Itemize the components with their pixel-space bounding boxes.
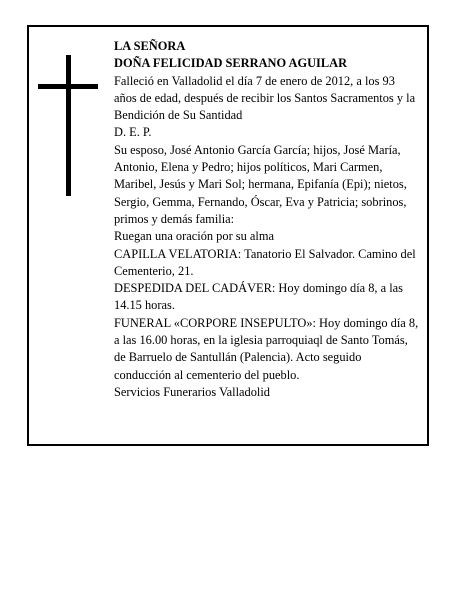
obituary-text <box>114 38 420 401</box>
family-list: Su esposo, José Antonio García García; hijos, José María, Antonio, Elena y Pedro; hijos políticos, Mari Carmen, Maribel, Jesús y Mari Sol; hermana, Epifanía (Epi); nietos, Sergio, Gemma, Fernando, Óscar, Eva y Patricia; sobrinos, primos y demás familia: <box>114 142 407 226</box>
dep-abbreviation: D. E. P. <box>114 125 152 140</box>
deceased-name: DOÑA FELICIDAD SERRANO AGUILAR <box>114 56 348 71</box>
prayer-request: Ruegan una oración por su alma <box>114 229 274 244</box>
cross-vertical-bar <box>66 55 71 196</box>
cross-icon <box>38 55 98 196</box>
funeral-services-provider: Servicios Funerarios Valladolid <box>114 384 271 399</box>
death-announcement: Falleció en Valladolid el día 7 de enero de 2012, a los 93 años de edad, después de recibir los Santos Sacramentos y la Bendición de Su Santidad <box>114 73 416 123</box>
notice-title: LA SEÑORA <box>114 39 186 53</box>
funeral-info: FUNERAL «CORPORE INSEPULTO»: Hoy domingo día 8, a las 16.00 horas, en la iglesia parroquiaql de Santo Tomás, de Barruelo de Santullán (Palencia). Acto seguido conducción al cementerio del pueblo. <box>114 315 419 382</box>
farewell-info: DESPEDIDA DEL CADÁVER: Hoy domingo día 8, a las 14.15 horas. <box>114 281 403 313</box>
cross-horizontal-bar <box>38 84 98 89</box>
chapel-info: CAPILLA VELATORIA: Tanatorio El Salvador. Camino del Cementerio, 21. <box>114 246 416 278</box>
